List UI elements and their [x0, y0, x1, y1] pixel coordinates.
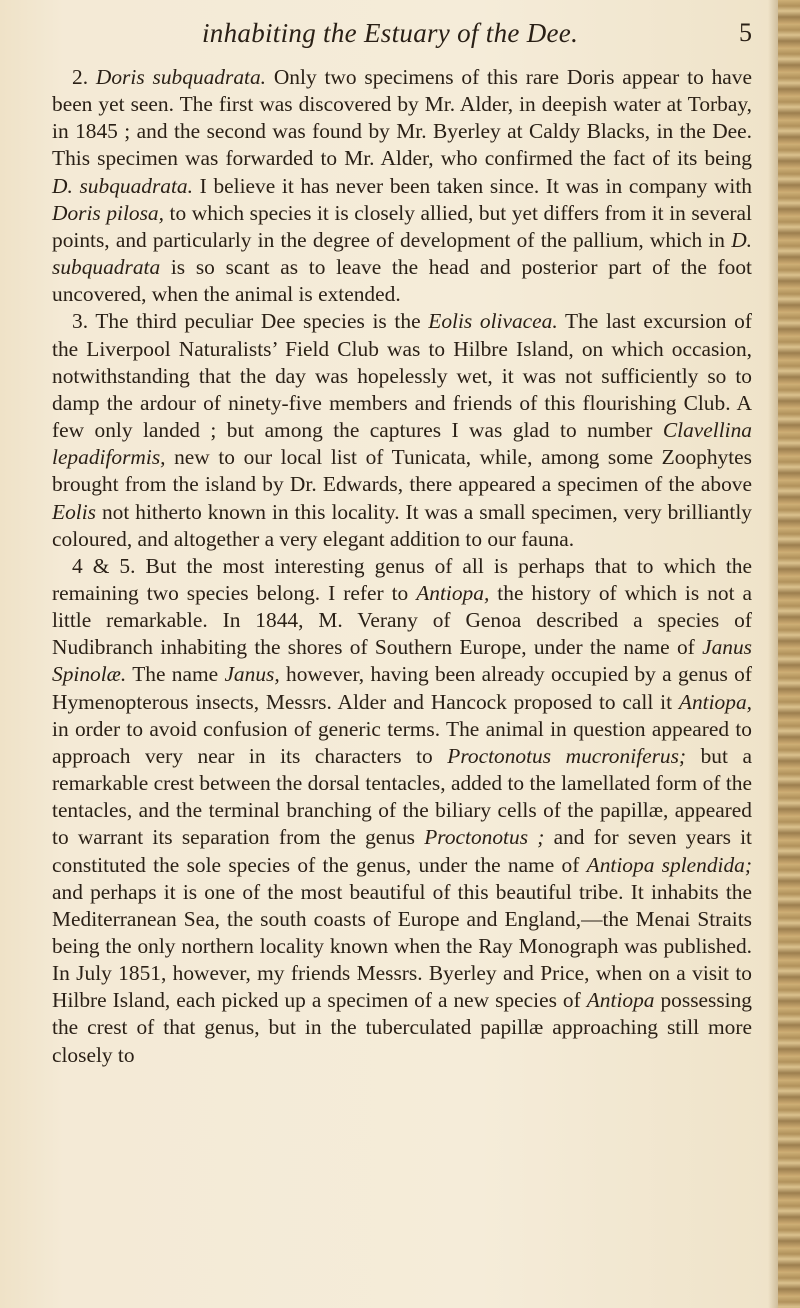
body-text [52, 64, 752, 1069]
italic-text-run: Eolis [52, 499, 96, 524]
text-run: to which species it is closely allied, but yet differs from it in several points, and particularly in the degree of development of the pallium, which in [52, 200, 752, 252]
page-gutter-shadow [768, 0, 778, 1308]
italic-text-run: Doris pilosa, [52, 200, 164, 225]
text-run: Only two specimens of this rare Doris appear to have been yet seen. The first was discovered by Mr. Alder, in deepish water at Torbay, in 1845 ; and the second was found by Mr. Byerley at Caldy Blacks, in the Dee. This specimen was forwarded to Mr. Alder, who confirmed the fact of its being [52, 65, 752, 171]
italic-text-run: Antiopa, [416, 580, 490, 605]
italic-text-run: Proctonotus mucroniferus; [447, 743, 687, 768]
text-run: not hitherto known in this locality. It was a small specimen, very brilliantly coloured, and altogether a very elegant addition to our fauna. [52, 499, 752, 551]
italic-text-run: Janus Spinolæ. [52, 635, 752, 687]
paragraph-doris-subquadrata [52, 64, 752, 308]
text-run: 4 & 5. But the most interesting genus of all is perhaps that to which the remaining two species belong. I refer to [52, 553, 752, 605]
italic-text-run: Eolis olivacea. [428, 309, 558, 334]
text-run: is so scant as to leave the head and posterior part of the foot uncovered, when the animal is extended. [52, 255, 752, 307]
italic-text-run: Doris subquadrata. [95, 65, 266, 89]
italic-text-run: Antiopa [586, 988, 655, 1013]
italic-text-run: D. subquadrata. [52, 173, 193, 198]
text-run: possessing the crest of that genus, but in the tuberculated papillæ approaching still more closely to [52, 988, 752, 1067]
page-number: 5 [739, 18, 752, 47]
italic-text-run: Janus, [224, 662, 280, 687]
text-run: 2. [72, 65, 96, 89]
page-header [50, 18, 760, 58]
paragraph-eolis-olivacea [52, 308, 752, 552]
page-edge-binding [778, 0, 800, 1308]
italic-text-run: Proctonotus ; [424, 825, 545, 850]
text-run: in order to avoid confusion of generic terms. The animal in question appeared to approach very near in its characters to [52, 716, 752, 768]
italic-text-run: Clavellina lepadiformis, [52, 418, 752, 470]
text-run: I believe it has never been taken since. It was in company with [192, 173, 752, 198]
text-run: 3. The third peculiar Dee species is the [72, 309, 429, 334]
paragraph-antiopa [52, 553, 752, 1069]
text-run: the history of which is not a little remarkable. In 1844, M. Verany of Genoa described a species of Nudibranch inhabiting the shores of Southern Europe, under the name of [52, 580, 752, 660]
running-head: inhabiting the Estuary of the Dee. [202, 18, 579, 48]
text-run: and perhaps it is one of the most beautiful of this beautiful tribe. It inhabits the Mediterranean Sea, the south coasts of Europe and England,—the Menai Straits being the only northern locality known when the Ray Monograph was published. In July 1851, however, my friends Messrs. Byerley and Price, when on a visit to Hilbre Island, each picked up a specimen of a new species of [52, 879, 752, 1013]
text-run: however, having been already occupied by a genus of Hymenopterous insects, Messrs. Alder and Hancock proposed to call it [52, 662, 753, 714]
text-run: new to our local list of Tunicata, while, among some Zoophytes brought from the island by Dr. Edwards, there appeared a specimen of the above [52, 445, 752, 497]
italic-text-run: D. subquadrata [52, 227, 752, 280]
italic-text-run: Antiopa splendida; [586, 852, 752, 877]
text-run: The name [126, 662, 225, 687]
text-run: The last excursion of the Liverpool Naturalists’ Field Club was to Hilbre Island, on which occasion, notwithstanding that the day was hopelessly wet, it was not sufficiently so to damp the ardour of ninety-five members and friends of this flourishing Club. A few only landed ; but among the captures I was glad to number [52, 309, 752, 443]
text-run: but a remarkable crest between the dorsal tentacles, added to the lamellated form of the tentacles, and the terminal branching of the biliary cells of the papillæ, appeared to warrant its separation from the genus [52, 743, 752, 850]
italic-text-run: Antiopa, [678, 689, 752, 714]
text-run: and for seven years it constituted the sole species of the genus, under the name of [52, 825, 753, 877]
